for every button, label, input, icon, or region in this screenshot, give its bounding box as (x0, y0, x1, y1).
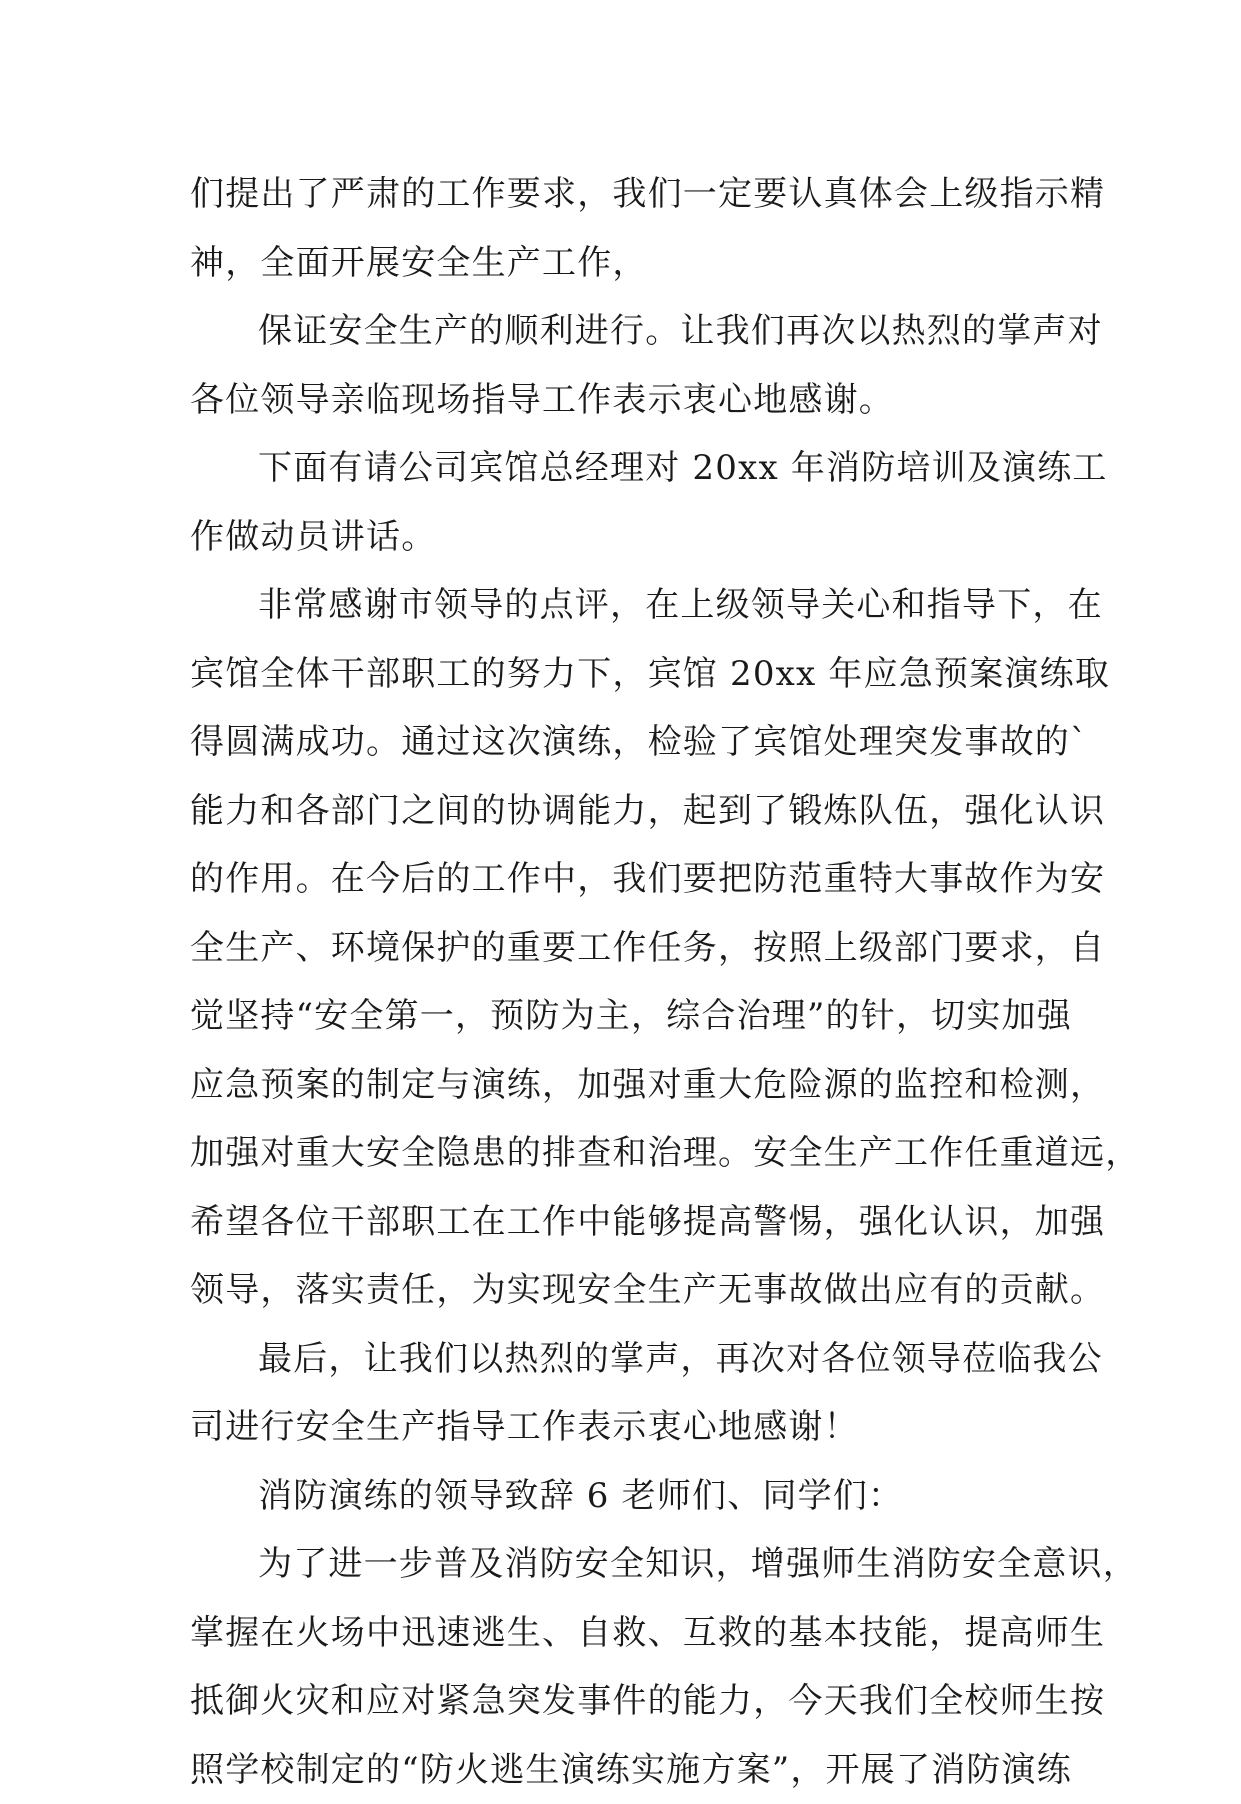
text-line: 希望各位干部职工在工作中能够提高警惕，强化认识，加强 (190, 1188, 1070, 1257)
paragraph-start-line: 非常感谢市领导的点评，在上级领导关心和指导下，在 (190, 571, 1070, 640)
text-line: 抵御火灾和应对紧急突发事件的能力，今天我们全校师生按 (190, 1667, 1070, 1736)
text-line: 觉坚持“安全第一，预防为主，综合治理”的针，切实加强 (190, 982, 1070, 1051)
text-line: 们提出了严肃的工作要求，我们一定要认真体会上级指示精 (190, 160, 1070, 229)
body-text (190, 160, 1070, 1804)
paragraph-start-line: 最后，让我们以热烈的掌声，再次对各位领导莅临我公 (190, 1325, 1070, 1394)
text-line: 的作用。在今后的工作中，我们要把防范重特大事故作为安 (190, 845, 1070, 914)
text-line: 各位领导亲临现场指导工作表示衷心地感谢。 (190, 366, 1070, 435)
text-line: 加强对重大安全隐患的排查和治理。安全生产工作任重道远， (190, 1119, 1070, 1188)
paragraph-start-line: 保证安全生产的顺利进行。让我们再次以热烈的掌声对 (190, 297, 1070, 366)
paragraph-start-line: 下面有请公司宾馆总经理对 20xx 年消防培训及演练工 (190, 434, 1070, 503)
text-line: 作做动员讲话。 (190, 503, 1070, 572)
text-line: 全生产、环境保护的重要工作任务，按照上级部门要求，自 (190, 914, 1070, 983)
text-line: 照学校制定的“防火逃生演练实施方案”，开展了消防演练 (190, 1736, 1070, 1804)
text-line: 领导，落实责任，为实现安全生产无事故做出应有的贡献。 (190, 1256, 1070, 1325)
text-line: 神，全面开展安全生产工作， (190, 229, 1070, 298)
text-line: 能力和各部门之间的协调能力，起到了锻炼队伍，强化认识 (190, 777, 1070, 846)
text-line: 得圆满成功。通过这次演练，检验了宾馆处理突发事故的` (190, 708, 1070, 777)
text-line: 宾馆全体干部职工的努力下，宾馆 20xx 年应急预案演练取 (190, 640, 1070, 709)
text-line: 掌握在火场中迅速逃生、自救、互救的基本技能，提高师生 (190, 1599, 1070, 1668)
section-heading-line: 消防演练的领导致辞 6 老师们、同学们： (190, 1462, 1070, 1531)
text-line: 应急预案的制定与演练，加强对重大危险源的监控和检测， (190, 1051, 1070, 1120)
paragraph-start-line: 为了进一步普及消防安全知识，增强师生消防安全意识， (190, 1530, 1070, 1599)
text-line: 司进行安全生产指导工作表示衷心地感谢！ (190, 1393, 1070, 1462)
